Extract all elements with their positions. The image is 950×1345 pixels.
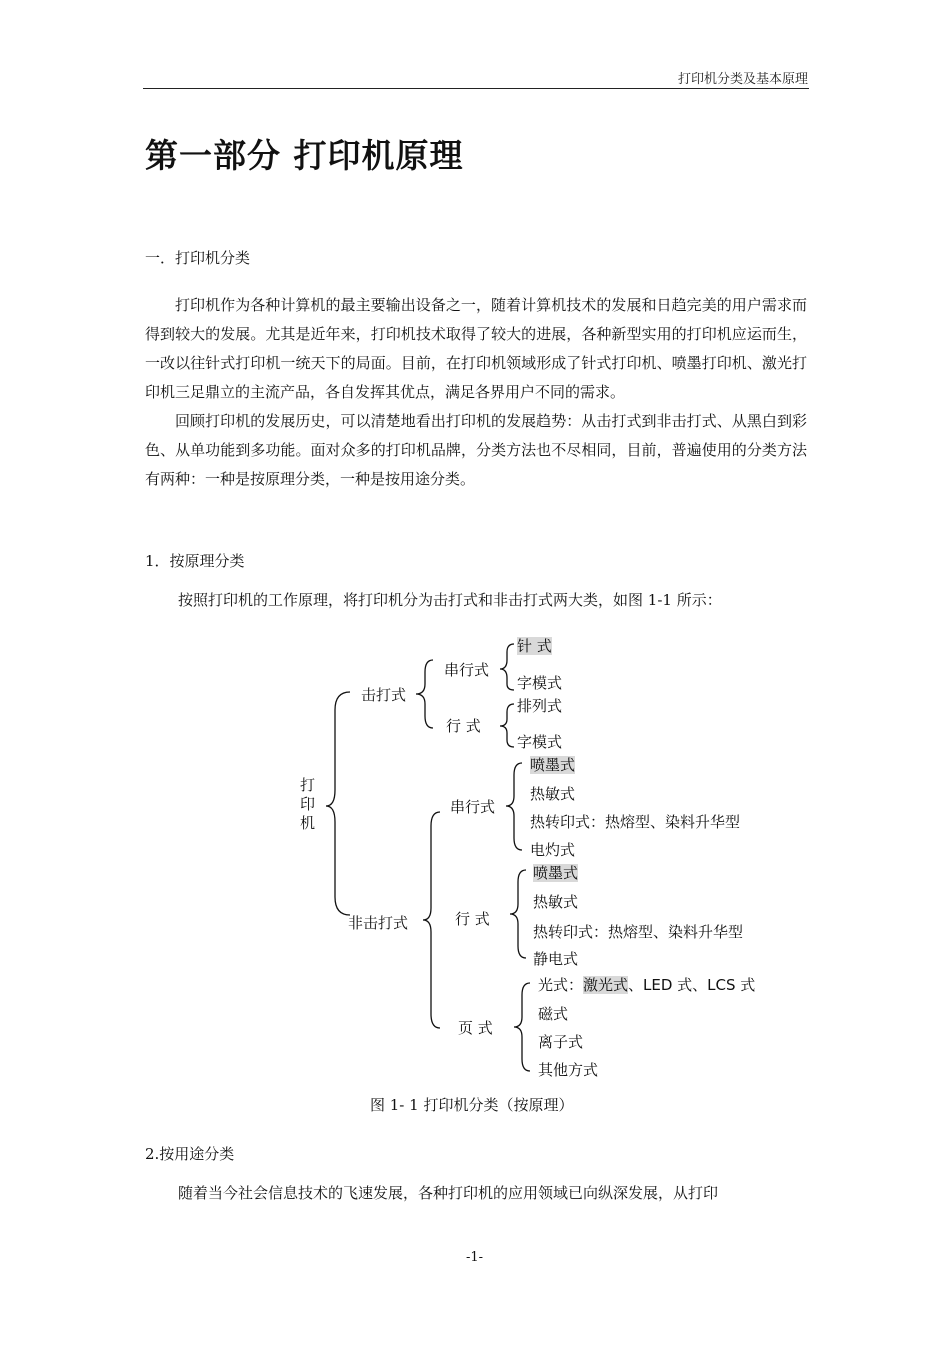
paragraph-1: 打印机作为各种计算机的最主要输出设备之一，随着计算机技术的发展和日趋完美的用户需求而得到较大的发展。尤其是近年来，打印机技术取得了较大的进展，各种新型实用的打印机应运而生，一改以往针式打印机一统天下的局面。目前，在打印机领域形成了针式打印机、喷墨打印机、激光打印机三足鼎立的主流产品，各自发挥其优点，满足各界用户不同的需求。 xyxy=(145,296,807,401)
section-heading-classification: 一．打印机分类 xyxy=(145,249,251,267)
nonimpact-label: 非击打式 xyxy=(348,914,409,932)
part-title: 第一部分 打印机原理 xyxy=(145,136,464,175)
impact-line-brace xyxy=(500,704,514,747)
page-item-other: 其他方式 xyxy=(538,1061,599,1079)
root-label-char-2: 印 xyxy=(300,795,316,813)
page-item-optical-rest: 、LED 式、LCS 式 xyxy=(628,976,756,994)
impact-serial-item-type: 字模式 xyxy=(517,674,563,692)
running-header: 打印机分类及基本原理 xyxy=(677,72,808,87)
nonimpact-serial-item-thermal: 热敏式 xyxy=(530,785,576,803)
root-label-char-3: 机 xyxy=(300,814,316,832)
subsection-intro-principle: 按照打印机的工作原理，将打印机分为击打式和非击打式两大类，如图 1-1 所示： xyxy=(178,591,722,609)
nonimpact-line-item-thermal-transfer: 热转印式：热熔型、染料升华型 xyxy=(533,923,744,941)
nonimpact-line-item-electrostatic: 静电式 xyxy=(533,950,579,968)
nonimpact-serial-item-inkjet: 喷墨式 xyxy=(530,756,576,774)
nonimpact-brace xyxy=(423,812,440,1028)
page-item-optical-laser: 激光式 xyxy=(583,976,629,994)
page-number: -1- xyxy=(466,1250,484,1265)
nonimpact-serial-item-spark: 电灼式 xyxy=(530,841,576,859)
nonimpact-line-item-inkjet: 喷墨式 xyxy=(533,864,579,882)
impact-serial-brace xyxy=(500,644,514,690)
impact-line-item-type: 字模式 xyxy=(517,733,563,751)
nonimpact-line-item-thermal: 热敏式 xyxy=(533,893,579,911)
nonimpact-line-brace xyxy=(510,870,526,958)
nonimpact-serial-brace xyxy=(506,763,522,850)
page-item-optical-prefix: 光式： xyxy=(538,976,584,994)
subsection-intro-usage: 随着当今社会信息技术的飞速发展，各种打印机的应用领域已向纵深发展，从打印 xyxy=(178,1184,719,1202)
page-item-ion: 离子式 xyxy=(538,1033,584,1051)
page-item-optical xyxy=(538,976,755,994)
nonimpact-line-label: 行 式 xyxy=(455,910,490,928)
subsection-heading-principle: 1．按原理分类 xyxy=(145,552,245,570)
root-brace xyxy=(326,692,350,915)
page-brace xyxy=(514,983,530,1071)
impact-serial-label: 串行式 xyxy=(444,661,490,679)
impact-line-label: 行 式 xyxy=(446,717,481,735)
impact-line-item-array: 排列式 xyxy=(517,697,563,715)
figure-caption: 图 1- 1 打印机分类（按原理） xyxy=(370,1096,574,1114)
paragraph-2: 回顾打印机的发展历史，可以清楚地看出打印机的发展趋势：从击打式到非击打式、从黑白到彩色、从单功能到多功能。面对众多的打印机品牌，分类方法也不尽相同，目前，普遍使用的分类方法有两种：一种是按原理分类，一种是按用途分类。 xyxy=(145,412,807,488)
page-label: 页 式 xyxy=(458,1019,493,1037)
root-label-char-1: 打 xyxy=(300,776,316,794)
nonimpact-serial-item-thermal-transfer: 热转印式：热熔型、染料升华型 xyxy=(530,813,741,831)
page-item-magnetic: 磁式 xyxy=(538,1005,569,1023)
subsection-heading-usage: 2.按用途分类 xyxy=(145,1145,235,1163)
impact-label: 击打式 xyxy=(361,686,407,704)
impact-serial-item-pin: 针 式 xyxy=(517,637,552,655)
nonimpact-serial-label: 串行式 xyxy=(450,798,496,816)
impact-brace xyxy=(416,660,433,728)
